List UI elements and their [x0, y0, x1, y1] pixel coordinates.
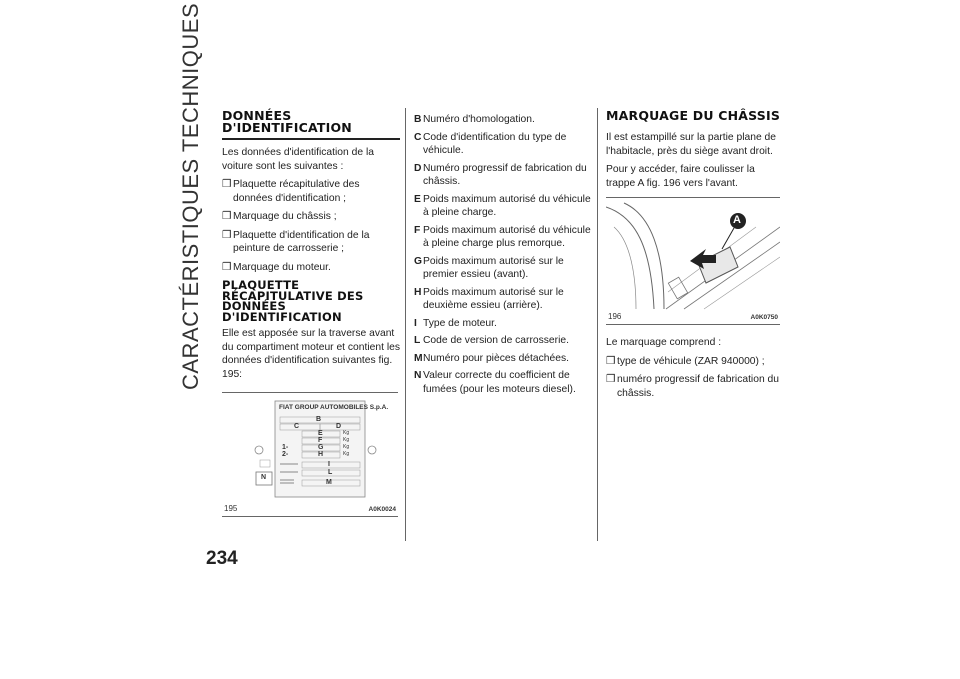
plate-unit: Kg [343, 437, 350, 443]
figure-195-code: A0K0024 [368, 506, 396, 513]
section-title-chassis: MARQUAGE DU CHÂSSIS [606, 108, 781, 123]
legend-item: L Code de version de carrosserie. [414, 335, 569, 346]
chassis-illustration [606, 197, 780, 325]
callout-a-label: A [733, 214, 741, 226]
plate-unit: Kg [343, 444, 350, 450]
bullet-icon: ❒ [222, 229, 232, 241]
plate-letter-g: G [318, 444, 324, 451]
column-identification [222, 110, 400, 386]
plate-unit: Kg [343, 451, 350, 457]
legend-item: E Poids maximum autorisé du véhicule à pleine charge. [414, 193, 591, 218]
column-legend [414, 113, 592, 400]
legend-item: MNuméro pour pièces détachées. [414, 352, 569, 364]
chassis-access-text: Pour y accéder, faire coulisser la trappe A fig. 196 vers l'avant. [606, 164, 755, 189]
page-number: 234 [206, 548, 238, 569]
column-divider-1 [405, 108, 406, 541]
bullet-icon: ❒ [606, 374, 616, 385]
bullet-icon: ❒ [222, 211, 232, 222]
figure-196-code: A0K0750 [750, 314, 778, 321]
legend-item: N Valeur correcte du coefficient de fumées (pour les moteurs diesel). [414, 370, 576, 395]
side-tab-label: CARACTÉRISTIQUES TECHNIQUES [178, 2, 203, 390]
plate-letter-n: N [261, 474, 267, 481]
plate-description: Elle est apposée sur la traverse avant du compartiment moteur et contient les données d'identification suivantes fig. 195: [222, 328, 400, 380]
legend-item: H Poids maximum autorisé sur le deuxième essieu (arrière). [414, 286, 564, 311]
plate-letter-f: F [318, 437, 323, 444]
bullet-item: ❒ Marquage du moteur. [222, 261, 331, 273]
plate-letter-e: E [318, 430, 323, 437]
bullet-item: ❒ Marquage du châssis ; [222, 211, 337, 222]
plate-header: FIAT GROUP AUTOMOBILES S.p.A. [279, 404, 389, 411]
bullet-item: ❒ type de véhicule (ZAR 940000) ; [606, 355, 765, 367]
figure-196-number: 196 [608, 312, 622, 321]
legend-item: D Numéro progressif de fabrication du châssis. [414, 162, 587, 187]
plate-letter-m: M [326, 479, 332, 486]
bullet-item: ❒ numéro progressif de fabrication du châssis. [606, 374, 779, 399]
bullet-icon: ❒ [222, 179, 232, 190]
plate-letter-c: C [294, 423, 300, 430]
figure-195 [222, 392, 398, 517]
plate-letter-l: L [328, 469, 333, 476]
column-chassis-marking [606, 336, 784, 405]
legend-item: GPoids maximum autorisé sur le premier essieu (avant). [414, 255, 564, 280]
bullet-item: ❒ Plaquette d'identification de la peinture de carrosserie ; [222, 229, 370, 254]
plate-unit: Kg [343, 430, 350, 436]
intro-text: Les données d'identification de la voiture sont les suivantes : [222, 147, 374, 172]
legend-item: I Type de moteur. [414, 317, 497, 329]
plate-row-prefix: 1- [282, 444, 289, 451]
bullet-icon: ❒ [222, 261, 232, 273]
subsection-title-plate: PLAQUETTE RÉCAPITULATIVE DES DONNÉES D'IDENTIFICATION [222, 278, 364, 324]
figure-196 [606, 197, 780, 325]
bullet-icon: ❒ [606, 355, 616, 367]
plate-letter-b: B [316, 416, 322, 423]
column-chassis [606, 110, 784, 195]
column-divider-2 [597, 108, 598, 541]
marking-intro: Le marquage comprend : [606, 337, 722, 348]
plate-letter-h: H [318, 451, 324, 458]
legend-item: F Poids maximum autorisé du véhicule à pleine charge plus remorque. [414, 224, 591, 249]
legend-item: C Code d'identification du type de véhicule. [414, 131, 567, 156]
bullet-item: ❒ Plaquette récapitulative des données d'identification ; [222, 179, 360, 204]
figure-195-number: 195 [224, 504, 238, 513]
plate-letter-i: I [328, 461, 330, 468]
plate-letter-d: D [336, 423, 342, 430]
section-title-identification: DONNÉES D'IDENTIFICATION [222, 110, 400, 140]
side-tab [170, 2, 230, 395]
chassis-location-text: Il est estampillé sur la partie plane de l'habitacle, près du siège avant droit. [606, 132, 776, 157]
legend-item: B Numéro d'homologation. [414, 114, 535, 125]
plate-row-prefix: 2- [282, 451, 289, 458]
